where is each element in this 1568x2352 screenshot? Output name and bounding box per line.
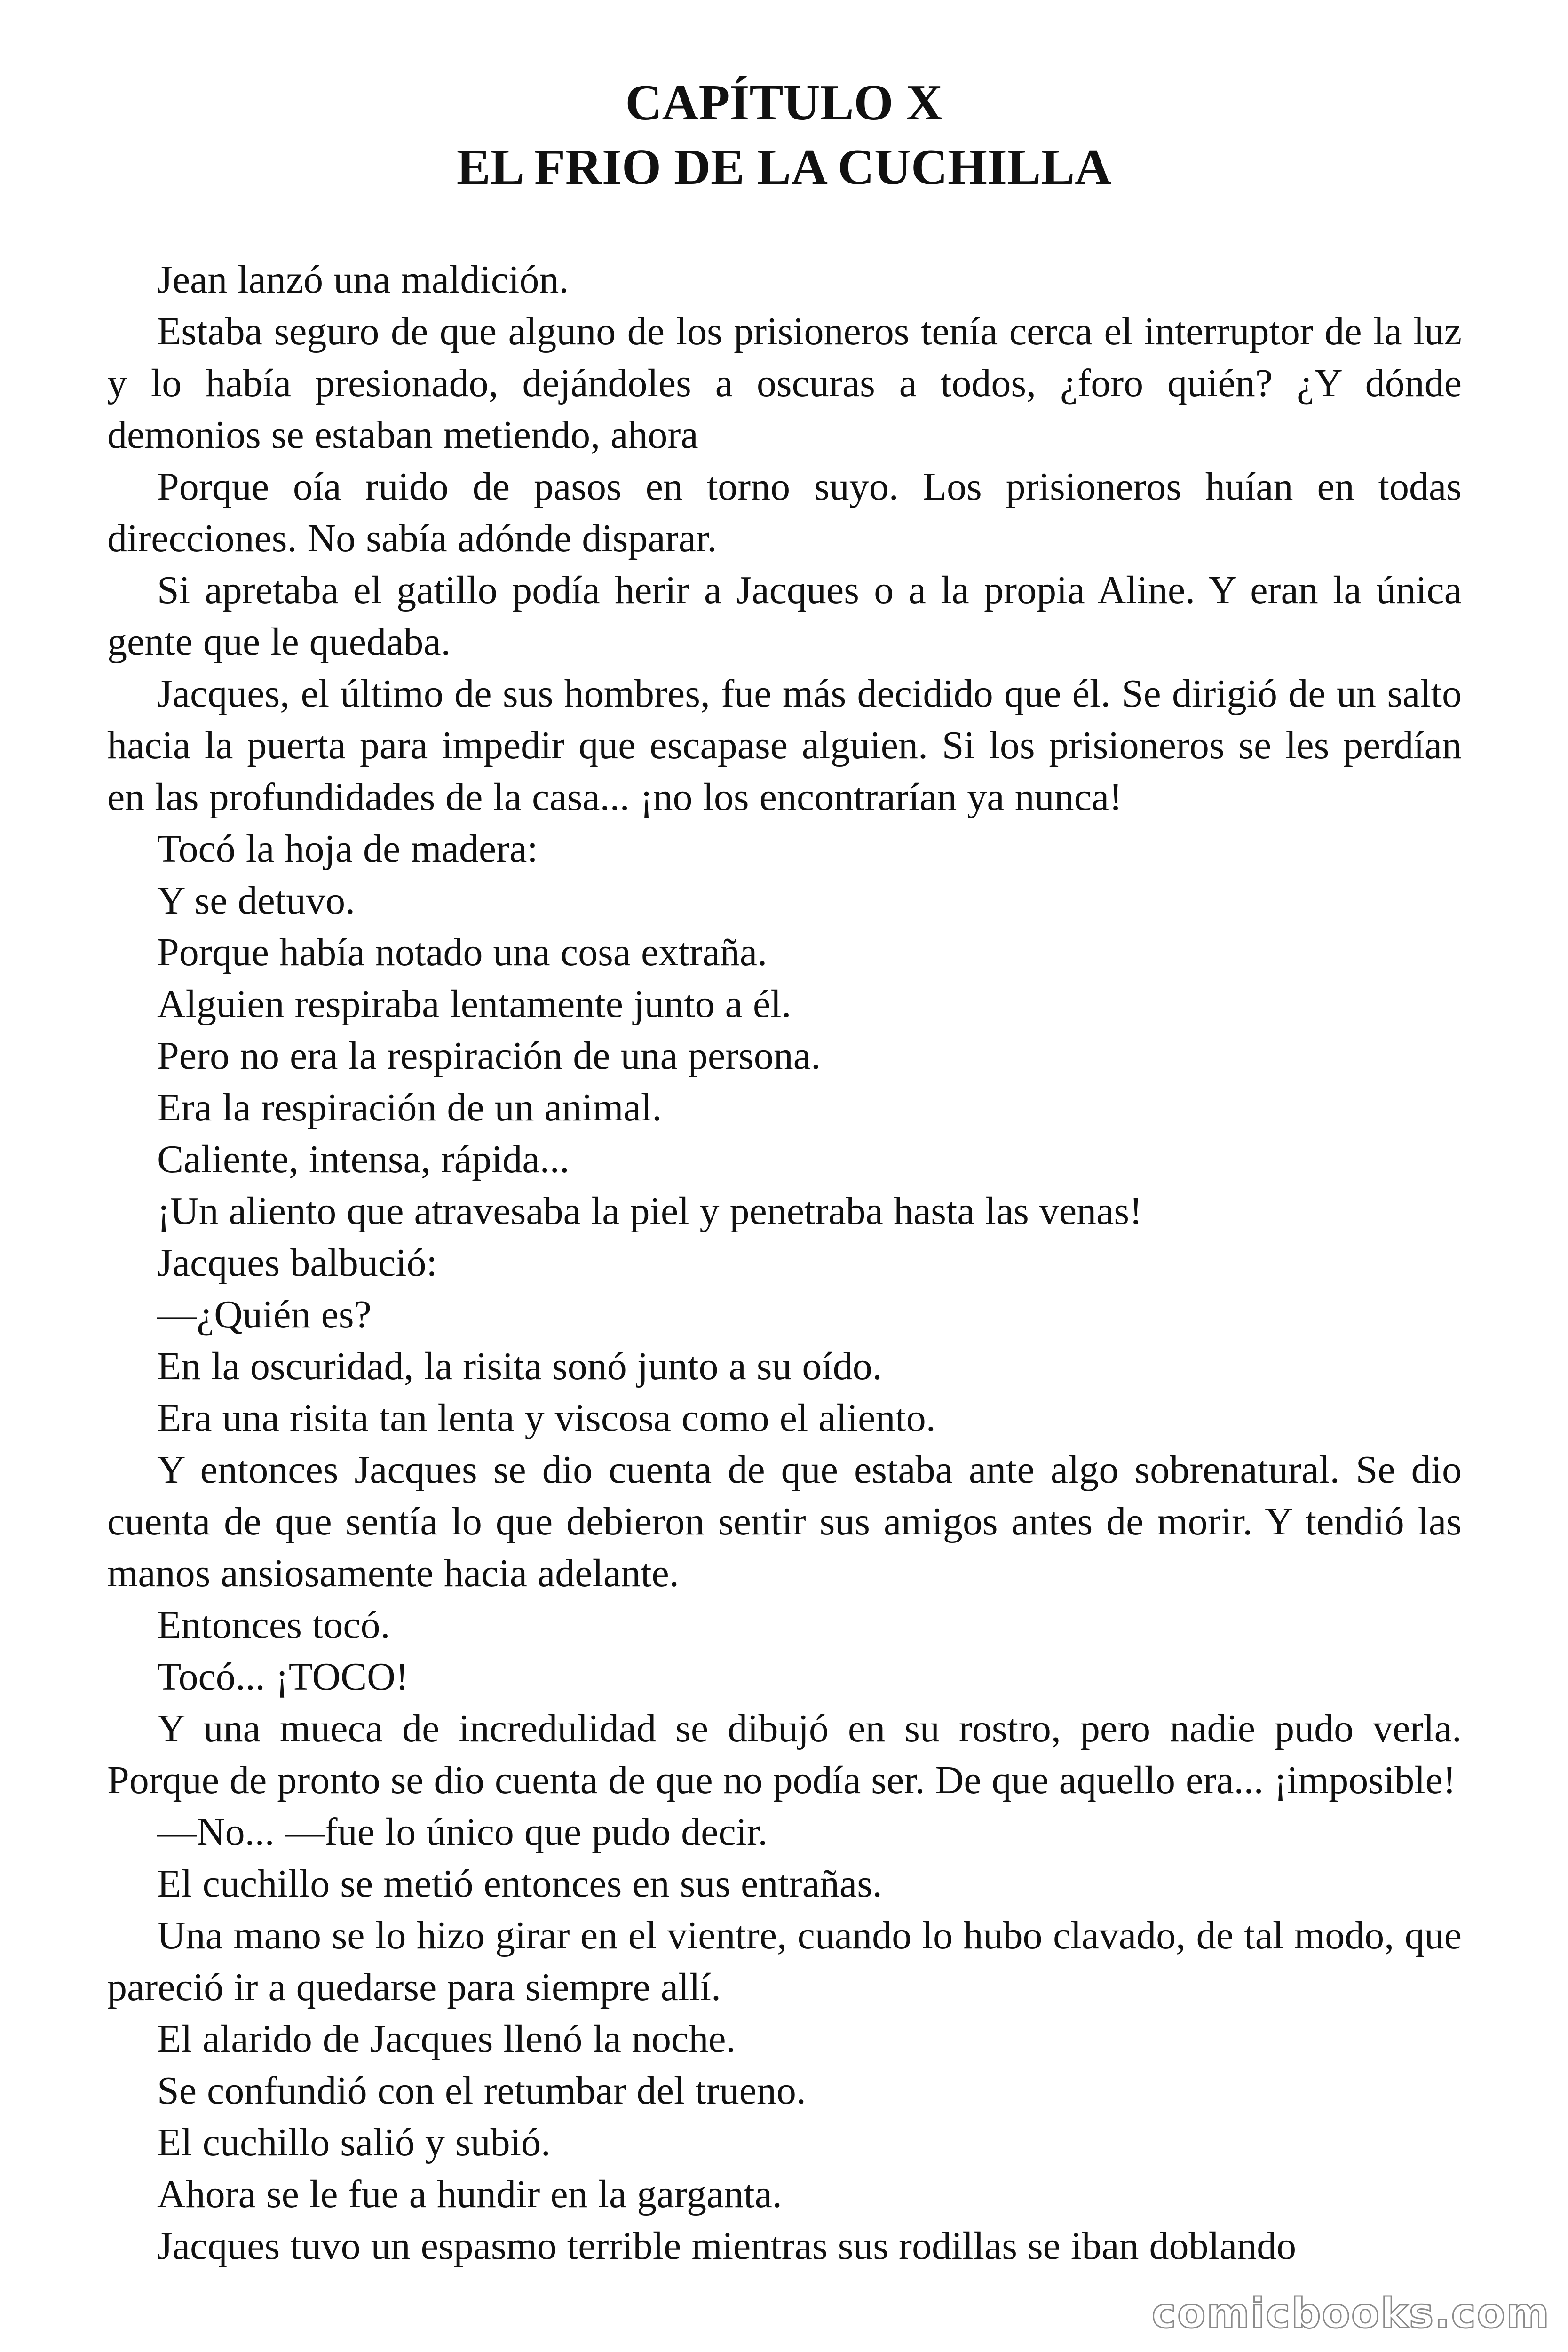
paragraph: —No... —fue lo único que pudo decir. — [157, 1810, 768, 1854]
paragraph: Porque oía ruido de pasos en torno suyo. Los prisioneros huían en todas direcciones. No sabía adónde disparar. — [107, 465, 1462, 560]
paragraph: Ahora se le fue a hundir en la garganta. — [157, 2172, 782, 2216]
paragraph: Jacques tuvo un espasmo terrible mientras sus rodillas se iban doblando — [157, 2224, 1297, 2268]
paragraph: Y entonces Jacques se dio cuenta de que estaba ante algo sobrenatural. Se dio cuenta de que sentía lo que debieron sentir sus amigos antes de morir. Y tendió las manos ansiosamente hacia adelante. — [107, 1448, 1462, 1595]
paragraph: —¿Quién es? — [157, 1293, 372, 1336]
paragraph: ¡Un aliento que atravesaba la piel y penetraba hasta las venas! — [157, 1189, 1143, 1233]
paragraph: Si apretaba el gatillo podía herir a Jacques o a la propia Aline. Y eran la única gente que le quedaba. — [107, 568, 1462, 664]
paragraph: Pero no era la respiración de una persona. — [157, 1034, 821, 1078]
chapter-heading — [0, 71, 1568, 199]
watermark: comicbooks.com — [1151, 2289, 1550, 2337]
paragraph: Era la respiración de un animal. — [157, 1086, 662, 1129]
paragraph: El cuchillo se metió entonces en sus entrañas. — [157, 1862, 882, 1906]
paragraph: Entonces tocó. — [157, 1603, 390, 1647]
paragraph: En la oscuridad, la risita sonó junto a su oído. — [157, 1344, 882, 1388]
paragraph: Y se detuvo. — [157, 879, 356, 922]
paragraph: El alarido de Jacques llenó la noche. — [157, 2017, 736, 2061]
paragraph: Porque había notado una cosa extraña. — [157, 930, 768, 974]
paragraph: Era una risita tan lenta y viscosa como el aliento. — [157, 1396, 936, 1440]
paragraph: Una mano se lo hizo girar en el vientre, cuando lo hubo clavado, de tal modo, que pareció ir a quedarse para siempre allí. — [107, 1914, 1462, 2009]
chapter-title: EL FRIO DE LA CUCHILLA — [456, 139, 1112, 195]
paragraph: Y una mueca de incredulidad se dibujó en su rostro, pero nadie pudo verla. Porque de pronto se dio cuenta de que no podía ser. De que aquello era... ¡imposible! — [107, 1707, 1462, 1802]
paragraph: Jean lanzó una maldición. — [157, 258, 569, 302]
chapter-number: CAPÍTULO X — [625, 75, 943, 131]
paragraph: Tocó... ¡TOCO! — [157, 1655, 409, 1699]
paragraph: Se confundió con el retumbar del trueno. — [157, 2069, 806, 2113]
chapter-text — [107, 254, 1462, 2272]
paragraph: Jacques, el último de sus hombres, fue más decidido que él. Se dirigió de un salto hacia la puerta para impedir que escapase alguien. Si los prisioneros se les perdían en las profundidades de la casa... ¡no los encontrarían ya nunca! — [107, 672, 1462, 819]
paragraph: Caliente, intensa, rápida... — [157, 1137, 570, 1181]
paragraph: Alguien respiraba lentamente junto a él. — [157, 982, 792, 1026]
paragraph: Jacques balbució: — [157, 1241, 437, 1285]
paragraph: El cuchillo salió y subió. — [157, 2121, 551, 2164]
paragraph: Estaba seguro de que alguno de los prisioneros tenía cerca el interruptor de la luz y lo había presionado, dejándoles a oscuras a todos, ¿foro quién? ¿Y dónde demonios se estaban metiendo, ahora — [107, 310, 1462, 457]
paragraph: Tocó la hoja de madera: — [157, 827, 538, 871]
